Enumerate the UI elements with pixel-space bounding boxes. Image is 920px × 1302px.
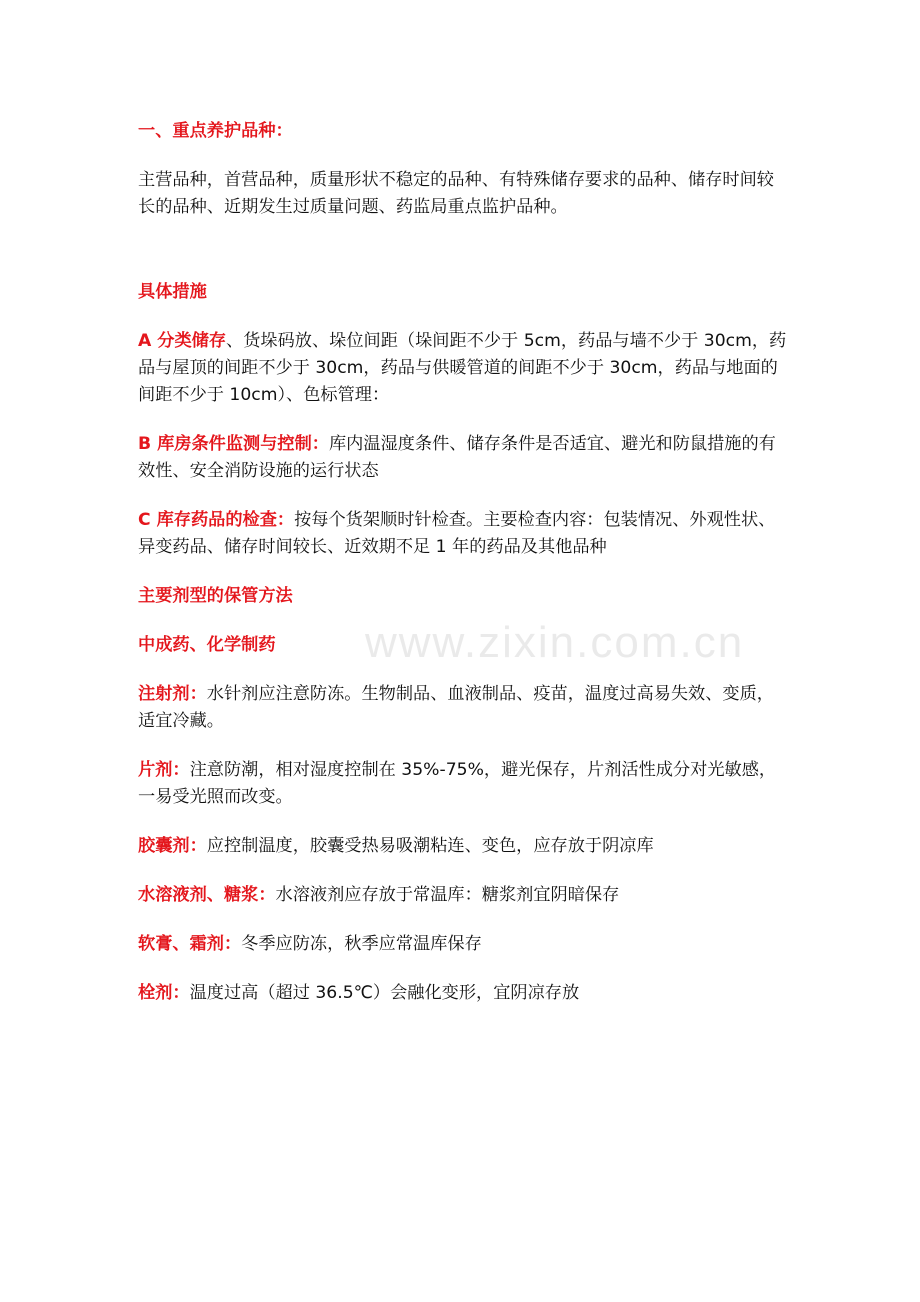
measure-c-label: C 库存药品的检查： <box>138 510 295 530</box>
measure-c <box>138 507 788 561</box>
ointment-label: 软膏、霜剂： <box>138 934 242 954</box>
capsule-label: 胶囊剂： <box>138 836 207 856</box>
tablet-label: 片剂： <box>138 760 190 780</box>
key-varieties-text <box>138 167 788 221</box>
watermark: www.zixin.com.cn <box>365 618 745 667</box>
item-ointment <box>138 931 788 958</box>
measure-b <box>138 431 788 485</box>
capsule-text: 应控制温度，胶囊受热易吸潮粘连、变色，应存放于阴凉库 <box>206 836 654 856</box>
item-suppository <box>138 980 788 1007</box>
measure-c-text: 按每个货架顺时针检查。主要检查内容：包装情况、外观性状、异变药品、储存时间较长、近效期不足 1 年的药品及其他品种 <box>138 510 776 557</box>
measure-a <box>138 328 788 409</box>
solution-label: 水溶液剂、糖浆： <box>138 885 276 905</box>
document-body <box>138 118 788 1007</box>
item-solution <box>138 882 788 909</box>
measure-b-text: 库内温湿度条件、储存条件是否适宜、避光和防鼠措施的有效性、安全消防设施的运行状态 <box>138 434 776 481</box>
key-varieties-body: 主营品种，首营品种，质量形状不稳定的品种、有特殊储存要求的品种、储存时间较长的品种、近期发生过质量问题、药监局重点监护品种。 <box>138 170 774 217</box>
tablet-text: 注意防潮，相对湿度控制在 35%-75%，避光保存，片剂活性成分对光敏感，一易受光照而改变。 <box>138 760 777 807</box>
injection-label: 注射剂： <box>138 684 207 704</box>
item-injection <box>138 681 788 735</box>
item-tablet <box>138 757 788 811</box>
subheading-medicines: 中成药、化学制药 <box>138 635 276 655</box>
item-capsule <box>138 833 788 860</box>
section-heading-storage-methods: 主要剂型的保管方法 <box>138 586 293 606</box>
suppository-label: 栓剂： <box>138 983 190 1003</box>
measure-b-label: B 库房条件监测与控制： <box>138 434 329 454</box>
measure-a-text: 、货垛码放、垛位间距（垛间距不少于 5cm，药品与墙不少于 30cm，药品与屋顶的间距不少于 30cm，药品与供暖管道的间距不少于 30cm，药品与地面的间距不少于 10cm）、色标管理： <box>138 331 787 405</box>
ointment-text: 冬季应防冻，秋季应常温库保存 <box>241 934 482 954</box>
section-heading-key-varieties: 一、重点养护品种： <box>138 121 293 141</box>
solution-text: 水溶液剂应存放于常温库：糖浆剂宜阴暗保存 <box>275 885 620 905</box>
section-heading-measures: 具体措施 <box>138 282 207 302</box>
injection-text: 水针剂应注意防冻。生物制品、血液制品、疫苗，温度过高易失效、变质，适宜冷藏。 <box>138 684 774 731</box>
measure-a-label: A 分类储存 <box>138 331 227 351</box>
suppository-text: 温度过高（超过 36.5℃）会融化变形，宜阴凉存放 <box>189 983 580 1003</box>
